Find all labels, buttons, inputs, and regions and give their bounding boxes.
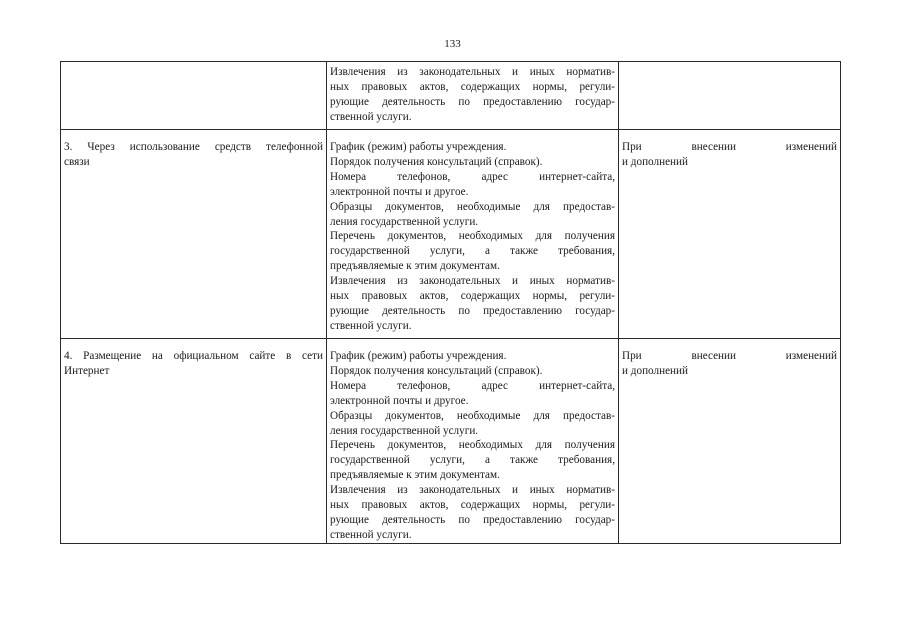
content-cell <box>327 130 619 339</box>
text-line: ных правовых актов, содержащих нормы, регули- <box>330 290 615 303</box>
update-period-cell <box>619 339 841 544</box>
text-line: Образцы документов, необходимые для предостав- <box>330 409 615 422</box>
text-line: ления государственной услуги. <box>330 424 479 437</box>
table-row <box>61 130 841 339</box>
text-line: государственной услуги, а также требования, <box>330 454 615 467</box>
text-line: рующие деятельность по предоставлению государ- <box>330 513 615 526</box>
text-line: При внесении изменений <box>622 350 837 362</box>
update-period-cell <box>619 130 841 339</box>
text-line: Номера телефонов, адрес интернет-сайта, <box>330 379 615 392</box>
content-cell <box>327 339 619 544</box>
text-line: Извлечения из законодательных и иных норматив- <box>330 66 615 78</box>
text-line: ления государственной услуги. <box>330 215 479 228</box>
page-number: 133 <box>444 38 461 50</box>
text-line: ственной услуги. <box>330 319 412 332</box>
text-line: государственной услуги, а также требования, <box>330 245 615 258</box>
text-line: График (режим) работы учреждения. <box>330 141 507 153</box>
text-line: Перечень документов, необходимых для получения <box>330 439 615 452</box>
text-line: и дополнений <box>622 364 688 377</box>
content-cell <box>327 62 619 130</box>
text-line: и дополнений <box>622 155 688 168</box>
text-line: ственной услуги. <box>330 528 412 541</box>
table-row <box>61 339 841 544</box>
text-line: Номера телефонов, адрес интернет-сайта, <box>330 170 615 183</box>
text-line: ных правовых актов, содержащих нормы, регули- <box>330 80 615 93</box>
text-line: ственной услуги. <box>330 110 412 123</box>
text-line: Извлечения из законодательных и иных норматив- <box>330 275 615 288</box>
text-line: Извлечения из законодательных и иных норматив- <box>330 484 615 497</box>
table-row <box>61 62 841 130</box>
channel-cell <box>61 130 327 339</box>
info-table <box>60 61 841 544</box>
text-line: рующие деятельность по предоставлению государ- <box>330 304 615 317</box>
text-line: рующие деятельность по предоставлению государ- <box>330 95 615 108</box>
update-period-cell <box>619 62 841 130</box>
text-line: Порядок получения консультаций (справок). <box>330 364 543 377</box>
text-line: электронной почты и другое. <box>330 185 469 198</box>
channel-cell <box>61 62 327 130</box>
channel-cell <box>61 339 327 544</box>
text-line: электронной почты и другое. <box>330 394 469 407</box>
text-line: 4. Размещение на официальном сайте в сети <box>64 350 323 362</box>
text-line: 3. Через использование средств телефонной <box>64 141 323 153</box>
text-line: предъявляемые к этим документам. <box>330 260 500 273</box>
text-line: График (режим) работы учреждения. <box>330 350 507 362</box>
text-line: Интернет <box>64 364 110 377</box>
text-line: Порядок получения консультаций (справок). <box>330 155 543 168</box>
text-line: Образцы документов, необходимые для предостав- <box>330 200 615 213</box>
text-line: Перечень документов, необходимых для получения <box>330 230 615 243</box>
text-line: При внесении изменений <box>622 141 837 153</box>
text-line: ных правовых актов, содержащих нормы, регули- <box>330 499 615 512</box>
text-line: предъявляемые к этим документам. <box>330 469 500 482</box>
text-line: связи <box>64 155 90 168</box>
